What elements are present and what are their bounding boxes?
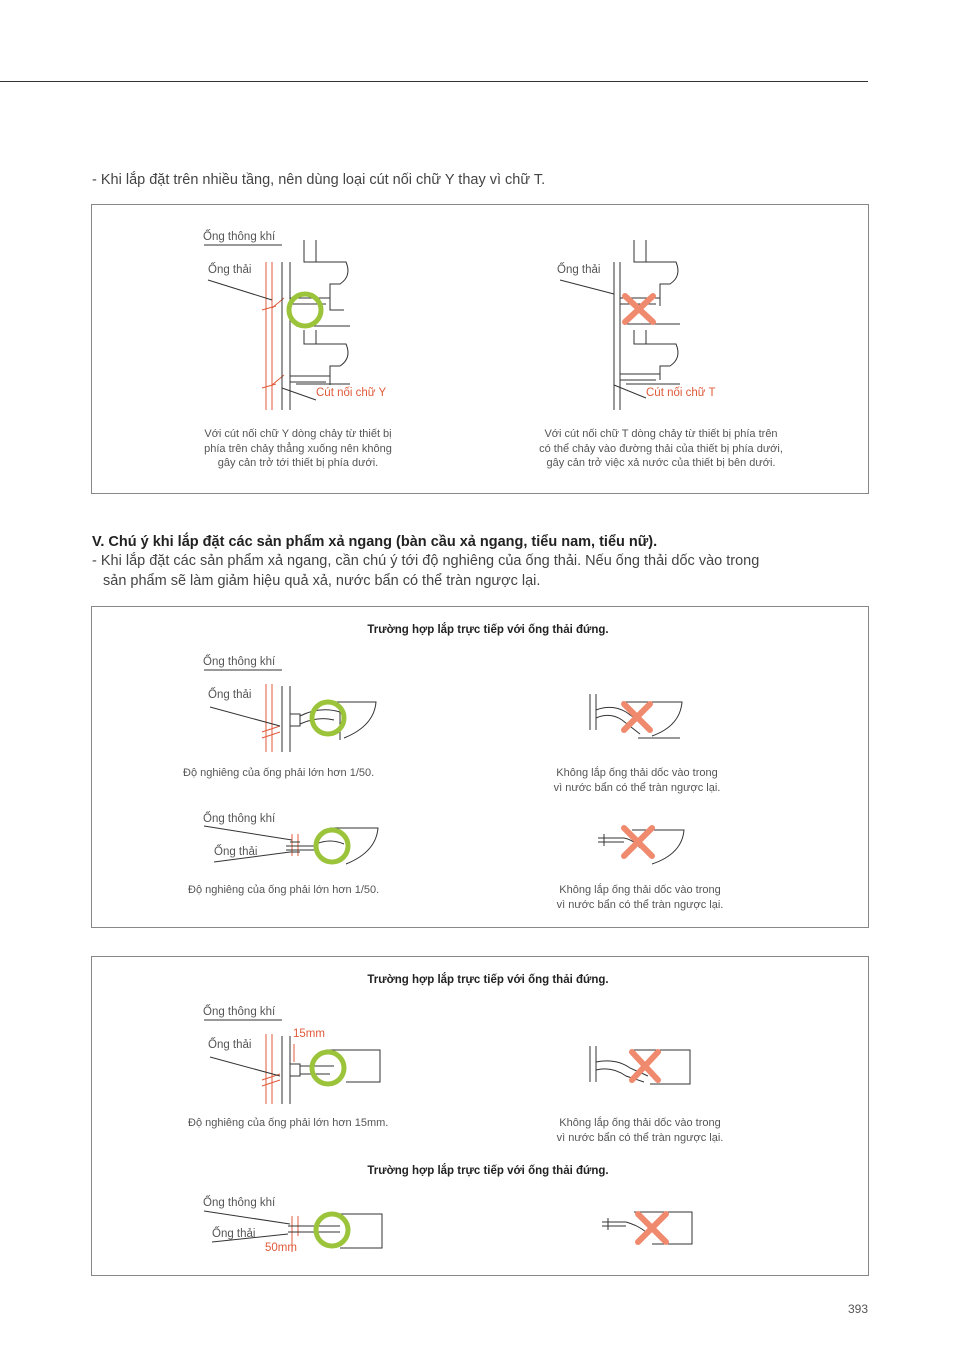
caption-ok: Độ nghiêng của ống phải lớn hơn 1/50.	[183, 767, 375, 779]
box-title: Trường hợp lắp trực tiếp với ống thải đứng.	[367, 624, 609, 636]
box-title: Trường hợp lắp trực tiếp với ống thải đứng.	[367, 1165, 609, 1177]
label-vent-pipe: Ống thông khí	[203, 1197, 276, 1209]
label-waste-pipe: Ống thải	[208, 264, 252, 276]
label-t-fitting: Cút nối chữ T	[646, 387, 716, 399]
box-title: Trường hợp lắp trực tiếp với ống thải đứng.	[367, 974, 609, 986]
section-heading: V. Chú ý khi lắp đặt các sản phẩm xả ngang (bàn cầu xả ngang, tiểu nam, tiểu nữ).	[92, 534, 658, 550]
caption-bad: Không lắp ống thải dốc vào trong vì nước bẩn có thể tràn ngược lại.	[556, 1117, 724, 1144]
label-waste-pipe: Ống thải	[214, 846, 258, 858]
section-text-line-1: - Khi lắp đặt các sản phẩm xả ngang, cần chú ý tới độ nghiêng của ống thải. Nếu ống thải dốc vào trong	[92, 553, 760, 569]
label-vent-pipe: Ống thông khí	[203, 1006, 276, 1018]
label-waste-pipe: Ống thải	[212, 1228, 256, 1240]
label-vent-pipe: Ống thông khí	[203, 656, 276, 668]
caption-t-fitting: Với cút nối chữ T dòng chảy từ thiết bị phía trên có thể chảy vào đường thải của thiết bị phía dưới, gây cản trở việc xả nước của thiết bị bên dưới.	[539, 428, 783, 469]
page-number: 393	[848, 1302, 869, 1316]
caption-bad: Không lắp ống thải dốc vào trong vì nước bẩn có thể tràn ngược lại.	[556, 884, 724, 911]
caption-bad: Không lắp ống thải dốc vào trong vì nước bẩn có thể tràn ngược lại.	[553, 767, 721, 794]
section-text-line-2: sản phẩm sẽ làm giảm hiệu quả xả, nước bẩn có thể tràn ngược lại.	[103, 573, 541, 589]
caption-y-fitting: Với cút nối chữ Y dòng chảy từ thiết bị phía trên chảy thẳng xuống nên không gây cản trở tới thiết bị phía dưới.	[204, 428, 392, 469]
label-waste-pipe: Ống thải	[208, 689, 252, 701]
label-waste-pipe: Ống thải	[557, 264, 601, 276]
label-vent-pipe: Ống thông khí	[203, 231, 276, 243]
label-dimension: 15mm	[293, 1028, 325, 1040]
bad-cross-icon	[638, 1214, 666, 1242]
caption-ok: Độ nghiêng của ống phải lớn hơn 1/50.	[188, 884, 380, 896]
caption-ok: Độ nghiêng của ống phải lớn hơn 15mm.	[188, 1117, 389, 1129]
label-y-fitting: Cút nối chữ Y	[316, 387, 387, 399]
intro-text: - Khi lắp đặt trên nhiều tầng, nên dùng loại cút nối chữ Y thay vì chữ T.	[92, 172, 546, 188]
label-vent-pipe: Ống thông khí	[203, 813, 276, 825]
label-dimension: 50mm	[265, 1242, 297, 1254]
label-waste-pipe: Ống thải	[208, 1039, 252, 1051]
